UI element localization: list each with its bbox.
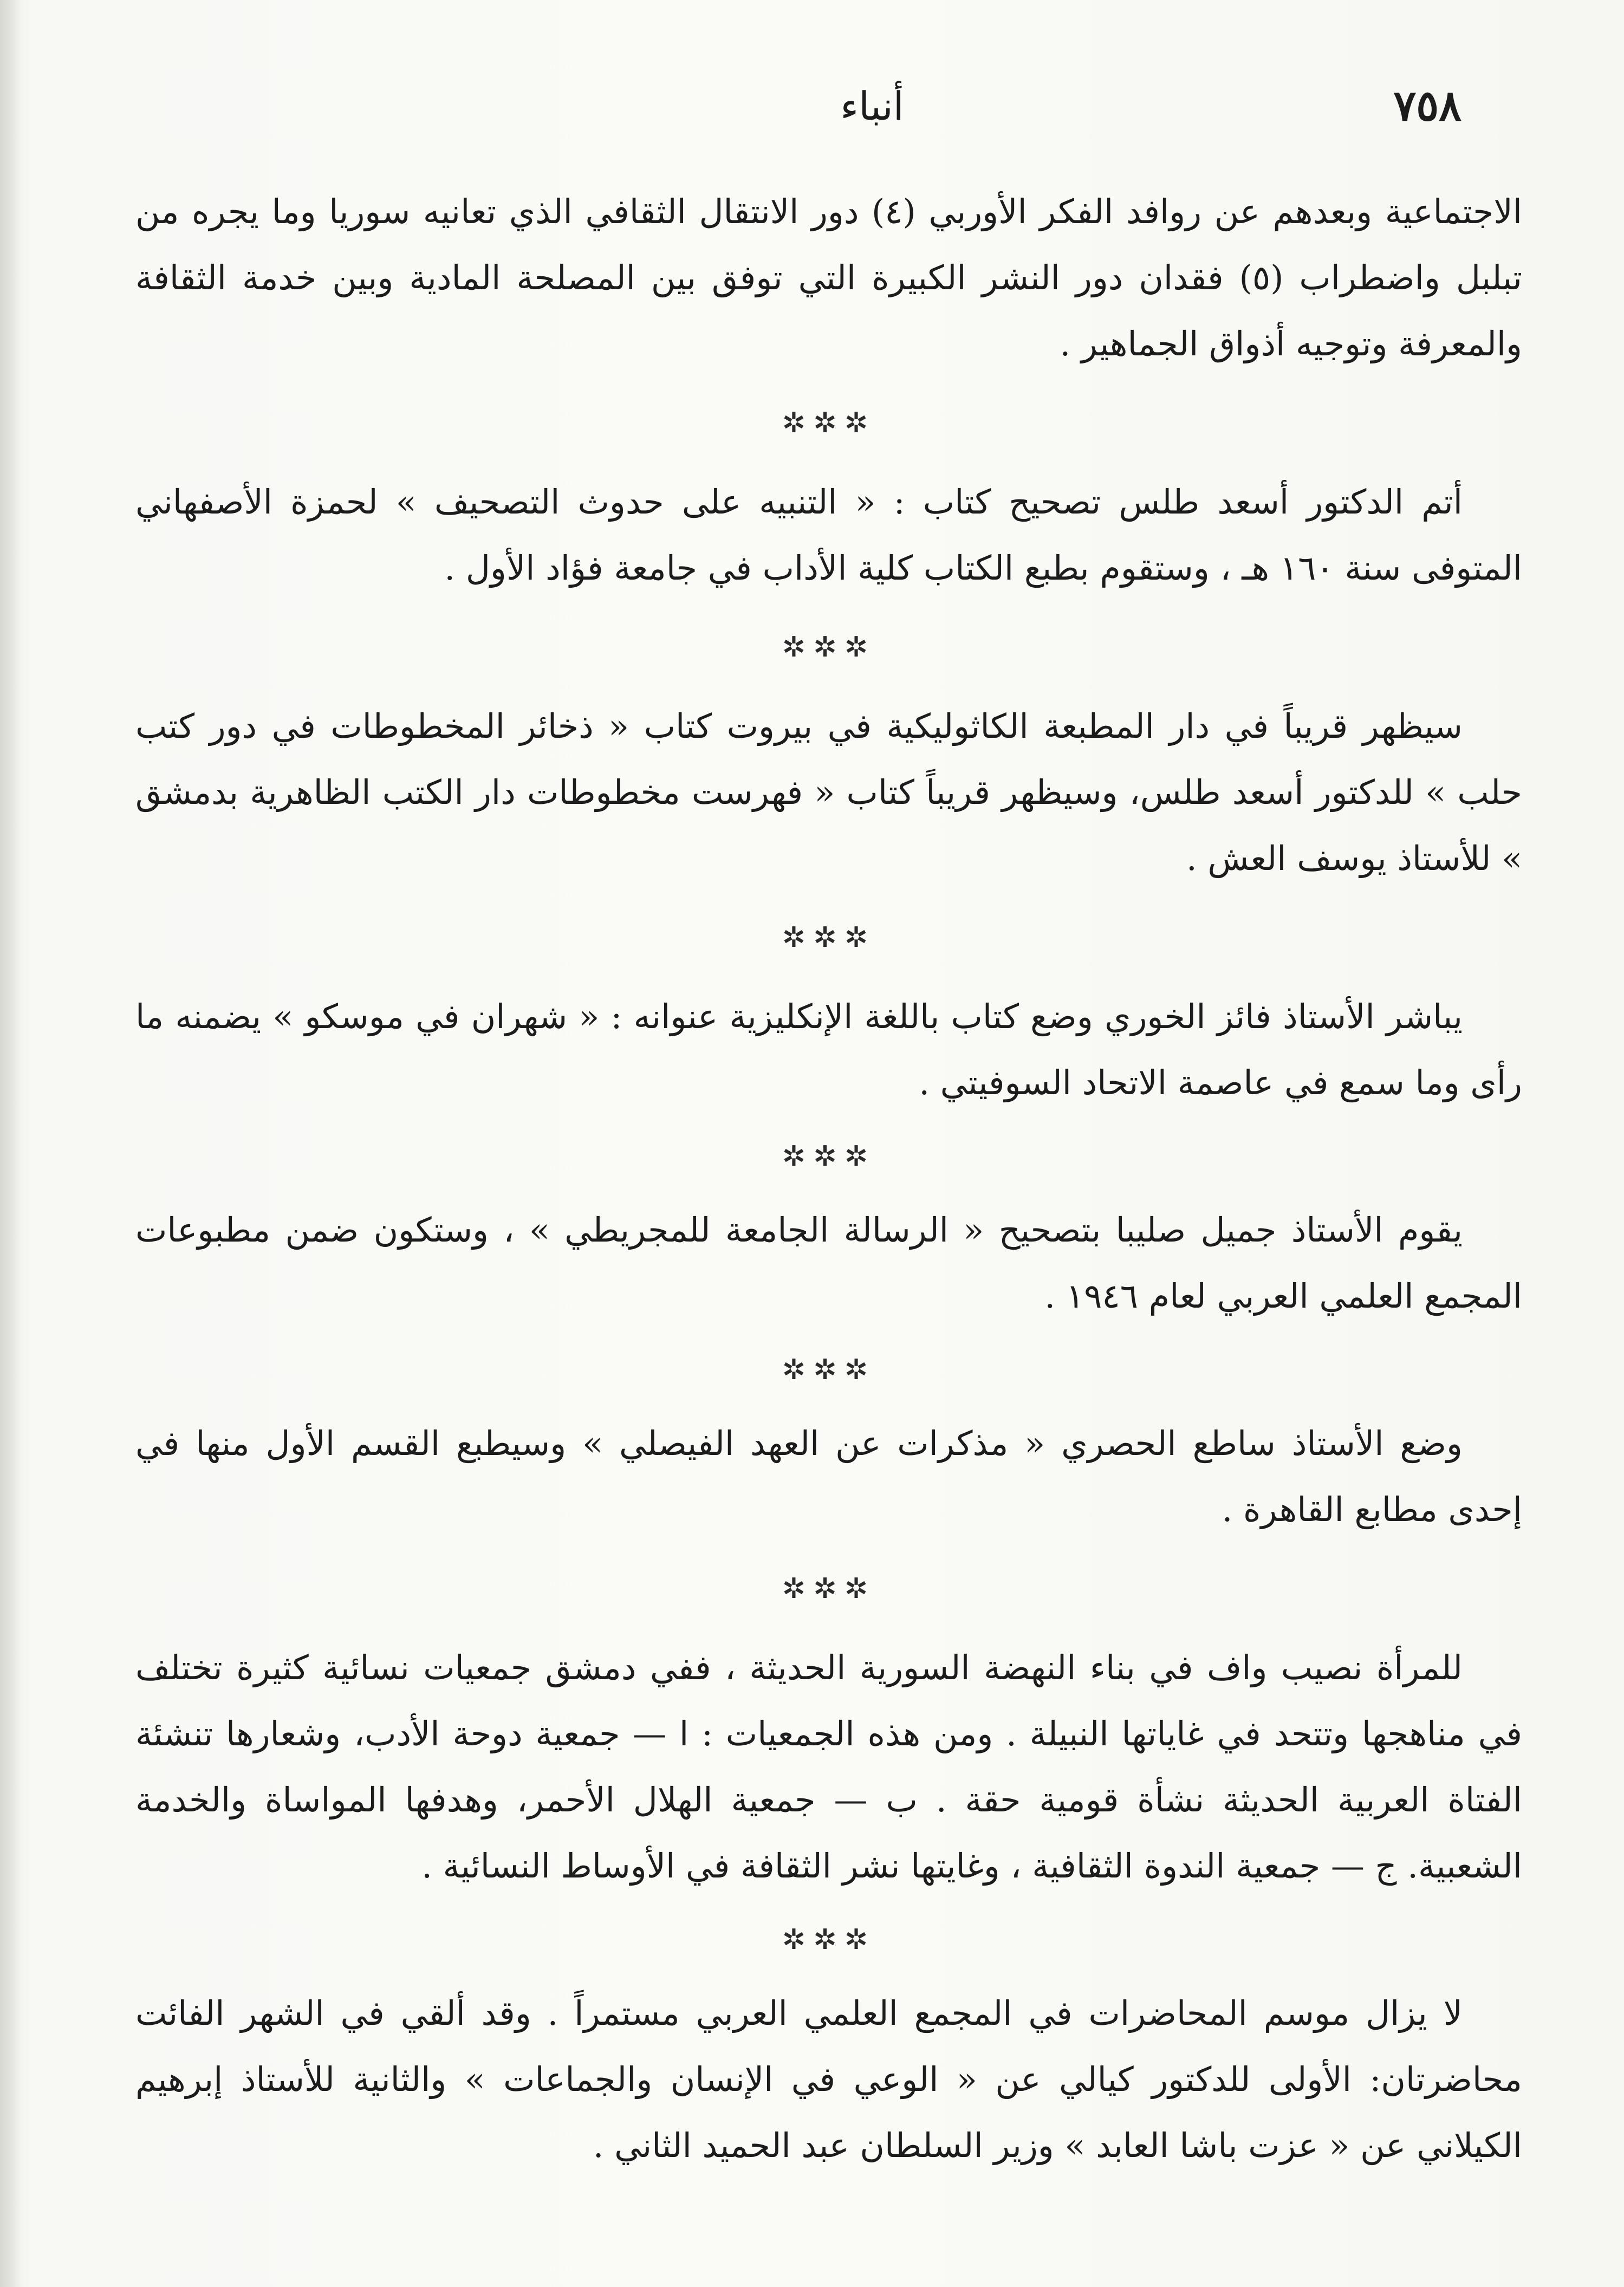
paragraph-lecture-season: لا يزال موسم المحاضرات في المجمع العلمي العربي مستمراً . وقد ألقي في الشهر الفائت محاضرتان: الأولى للدكتور كيالي عن « الوعي في الإنسان والجماعات » والثانية للأستاذ إبرهيم الكيلاني عن « عزت باشا العابد » وزير السلطان عبد الحميد الثاني .: [135, 1993, 1522, 2165]
paragraph-faisali-memoirs: وضع الأستاذ ساطع الحصري « مذكرات عن العهد الفيصلي » وسيطبع القسم الأول منها في إحدى مطابع القاهرة .: [135, 1424, 1522, 1529]
section-separator: ✲✲✲: [782, 1140, 876, 1173]
running-title: أنباء: [840, 83, 904, 129]
page-header: [0, 81, 1624, 141]
paragraph-manuscripts-books: سيظهر قريباً في دار المطبعة الكاثوليكية في بيروت كتاب « ذخائر المخطوطات في دور كتب حلب » للدكتور أسعد طلس، وسيظهر قريباً كتاب « فهرست مخطوطات دار الكتب الظاهرية بدمشق » للأستاذ يوسف العش .: [135, 706, 1522, 878]
section-separator: ✲✲✲: [782, 1354, 876, 1386]
section-separator: ✲✲✲: [782, 631, 876, 664]
paragraph-majriti-epistle: يقوم الأستاذ جميل صليبا بتصحيح « الرسالة الجامعة للمجريطي » ، وستكون ضمن مطبوعات المجمع العلمي العربي لعام ١٩٤٦ .: [135, 1210, 1522, 1316]
section-separator: ✲✲✲: [782, 921, 876, 954]
paragraph-women-associations: للمرأة نصيب واف في بناء النهضة السورية الحديثة ، ففي دمشق جمعيات نسائية كثيرة تختلف في مناهجها وتتحد في غاياتها النبيلة . ومن هذه الجمعيات : ا — جمعية دوحة الأدب، وشعارها تنشئة الفتاة العربية الحديثة نشأة قومية حقة . ب — جمعية الهلال الأحمر، وهدفها المواساة والخدمة الشعبية. ج — جمعية الندوة الثقافية ، وغايتها نشر الثقافة في الأوساط النسائية .: [135, 1648, 1522, 1886]
page-edge-shadow: [0, 0, 22, 2287]
paragraph-moscow-book: يباشر الأستاذ فائز الخوري وضع كتاب باللغة الإنكليزية عنوانه : « شهران في موسكو » يضمنه ما رأى وما سمع في عاصمة الاتحاد السوفيتي .: [135, 997, 1522, 1102]
section-separator: ✲✲✲: [782, 1573, 876, 1605]
page-body: [135, 179, 1522, 2179]
paragraph-tanbih-book: أتم الدكتور أسعد طلس تصحيح كتاب : « التنبيه على حدوث التصحيف » لحمزة الأصفهاني المتوفى سنة ١٦٠ هـ ، وستقوم بطبع الكتاب كلية الأداب في جامعة فؤاد الأول .: [135, 482, 1522, 588]
section-separator: ✲✲✲: [782, 1924, 876, 1956]
paragraph-continuation: الاجتماعية وبعدهم عن روافد الفكر الأوربي (٤) دور الانتقال الثقافي الذي تعانيه سوريا وما يجره من تبلبل واضطراب (٥) فقدان دور النشر الكبيرة التي توفق بين المصلحة المادية وبين خدمة الثقافة والمعرفة وتوجيه أذواق الجماهير .: [135, 192, 1522, 363]
section-separator: ✲✲✲: [782, 407, 876, 439]
page-number: ٧٥٨: [1393, 81, 1461, 131]
